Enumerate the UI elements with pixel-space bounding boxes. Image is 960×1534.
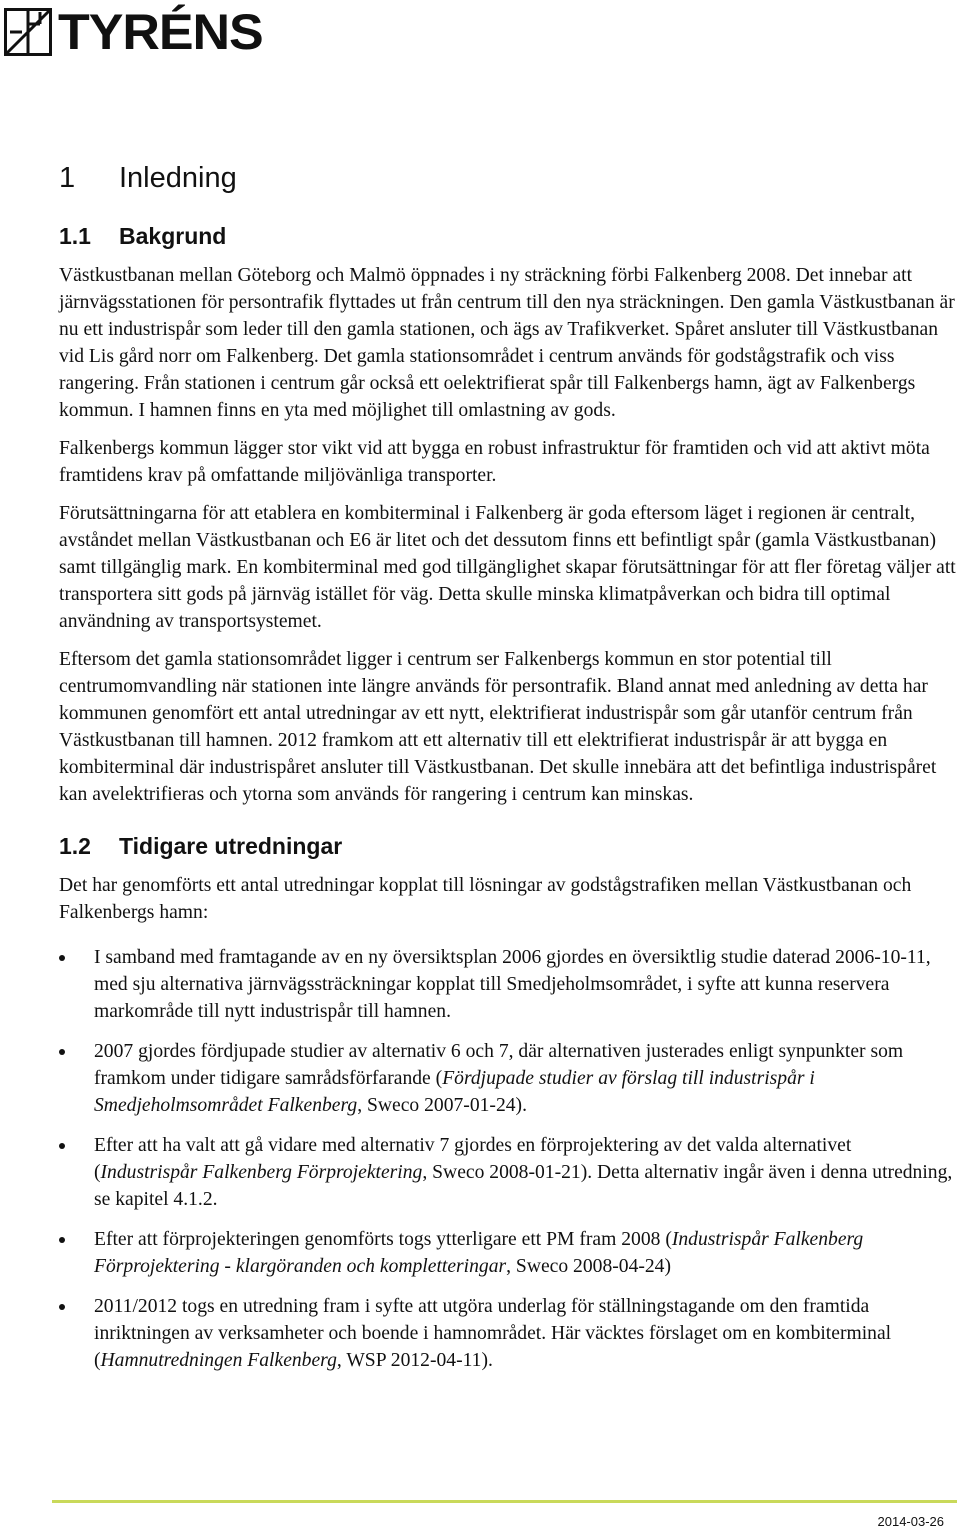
section-title: Bakgrund <box>119 223 227 249</box>
bullet-icon <box>59 955 65 961</box>
tyrens-logo-icon <box>4 8 52 56</box>
chapter-heading <box>59 158 959 198</box>
footer-date: 2014-03-26 <box>877 1514 944 1529</box>
section-heading-bakgrund <box>59 220 959 252</box>
paragraph: Eftersom det gamla stationsområdet ligger i centrum ser Falkenbergs kommun en stor potential till centrumomvandling när stationen inte längre används för persontrafik. Bland annat med anledning av detta har kommunen genomfört ett antal utredningar av ett nytt, elektrifierat industrispår som går utanför centrum från Västkustbanan till hamnen. 2012 framkom att ett alternativ till ett elektrifierat industrispår är att bygga en kombiterminal där industrispåret ansluter till Västkustbanan. Det skulle innebära att det befintliga industrispåret kan avelektrifieras och ytorna som används för rangering i centrum kan minskas. <box>59 649 937 805</box>
bullet-icon <box>59 1237 65 1243</box>
list-item: I samband med framtagande av en ny översiktsplan 2006 gjordes en översiktlig studie daterad 2006-10-11, med sju alternativa järnvägssträckningar kopplat till Smedjeholmsområdet, i syfte att kunna reservera markområde till nytt industrispår till hamnen. <box>59 944 959 1025</box>
section-number: 1.1 <box>59 223 91 249</box>
list-item: Efter att förprojekteringen genomförts togs ytterligare ett PM fram 2008 (Industrispår Falkenberg Förprojektering - klargöranden och kompletteringar, Sweco 2008-04-24) <box>59 1226 959 1280</box>
list-item: 2007 gjordes fördjupade studier av alternativ 6 och 7, där alternativen justerades enligt synpunkter som framkom under tidigare samrådsförfarande (Fördjupade studier av förslag till industrispår i Smedjeholmsområdet Falkenberg, Sweco 2007-01-24). <box>59 1038 959 1119</box>
section-heading-tidigare-utredningar <box>59 830 959 862</box>
bullet-icon <box>59 1143 65 1149</box>
list-item: 2011/2012 togs en utredning fram i syfte att utgöra underlag för ställningstagande om den framtida inriktningen av verksamheter och boende i hamnområdet. Här väcktes förslaget om en kombiterminal (Hamnutredningen Falkenberg, WSP 2012-04-11). <box>59 1293 959 1374</box>
section-title: Tidigare utredningar <box>119 833 343 859</box>
paragraph: Västkustbanan mellan Göteborg och Malmö öppnades i ny sträckning förbi Falkenberg 2008. Det innebar att järnvägsstationen för persontrafik flyttades ut från centrum till den nya sträckningen. Den gamla Västkustbanan är nu ett industrispår som leder till den gamla stationen, och ägs av Trafikverket. Spåret ansluter till Västkustbanan vid Lis gård norr om Falkenberg. Det gamla stationsområdet i centrum används för godstågstrafik och viss rangering. Från stationen i centrum går också ett oelektrifierat spår till Falkenbergs hamn, ägt av Falkenbergs kommun. I hamnen finns en yta med möjlighet till omlastning av gods. <box>59 265 955 421</box>
chapter-number: 1 <box>59 162 76 194</box>
bullet-list <box>59 944 959 1374</box>
chapter-title: Inledning <box>119 162 237 194</box>
footer-divider <box>52 1500 957 1503</box>
company-logo <box>4 4 263 60</box>
paragraph: Det har genomförts ett antal utredningar kopplat till lösningar av godstågstrafiken mellan Västkustbanan och Falkenbergs hamn: <box>59 875 912 923</box>
paragraph: Falkenbergs kommun lägger stor vikt vid att bygga en robust infrastruktur för framtiden och vid att aktivt möta framtidens krav på omfattande miljövänliga transporter. <box>59 438 930 486</box>
paragraph: Förutsättningarna för att etablera en kombiterminal i Falkenberg är goda eftersom läget i regionen är centralt, avståndet mellan Västkustbanan och E6 är litet och det dessutom finns ett befintligt spår (gamla Västkustbanan) samt tillgänglig mark. En kombiterminal med god tillgänglighet skapar förutsättningar för att fler företag väljer att transportera sitt gods på järnväg istället för väg. Detta skulle minska klimatpåverkan och bidra till optimal användning av transportsystemet. <box>59 503 956 632</box>
section-number: 1.2 <box>59 833 91 859</box>
bullet-icon <box>59 1049 65 1055</box>
bullet-icon <box>59 1304 65 1310</box>
list-item: Efter att ha valt att gå vidare med alternativ 7 gjordes en förprojektering av det valda alternativet (Industrispår Falkenberg Förprojektering, Sweco 2008-01-21). Detta alternativ ingår även i denna utredning, se kapitel 4.1.2. <box>59 1132 959 1213</box>
document-body <box>59 158 959 1387</box>
logo-wordmark: TYRÉNS <box>58 4 263 60</box>
